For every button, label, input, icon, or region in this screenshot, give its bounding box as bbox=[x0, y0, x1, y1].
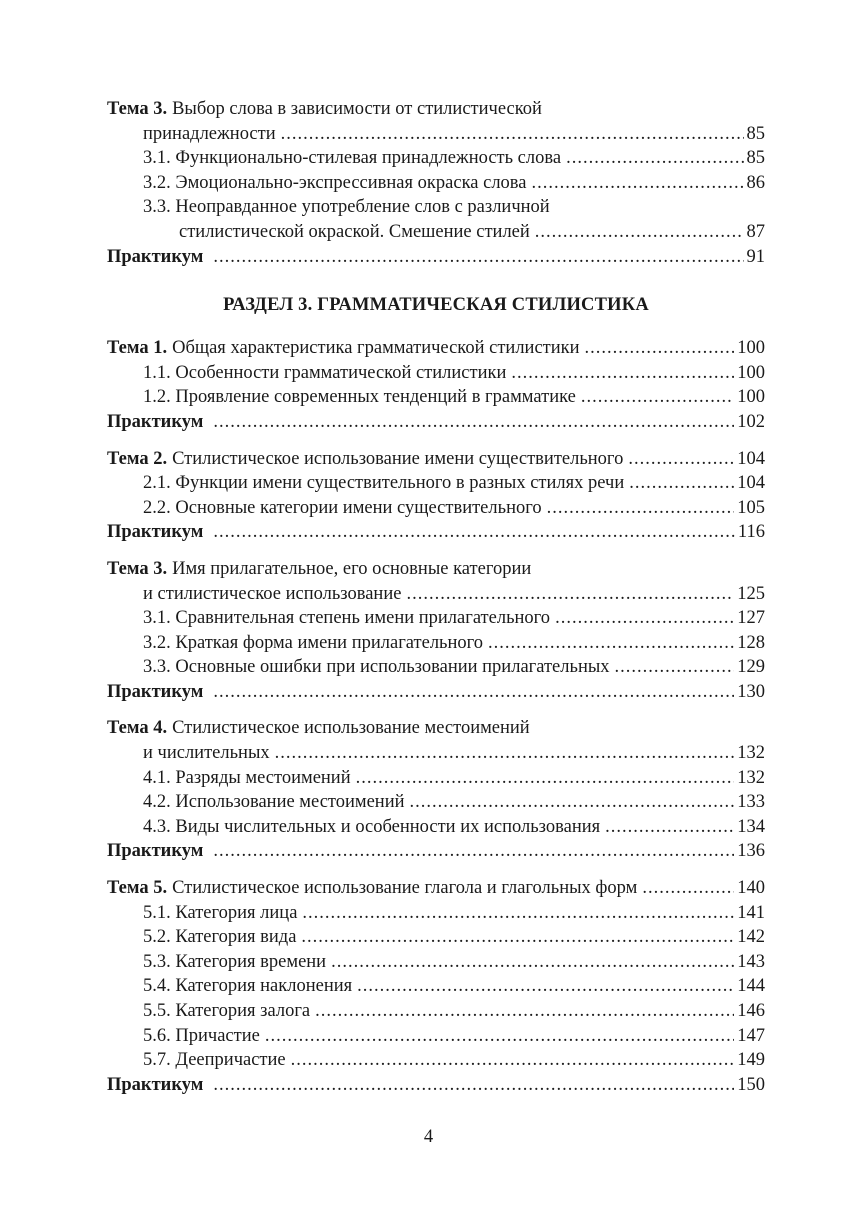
topic-title: Имя прилагательное, его основные категории bbox=[172, 558, 532, 579]
toc-entry-topic-continuation[interactable] bbox=[107, 582, 765, 607]
leader-dots bbox=[406, 582, 734, 607]
topic-title: Стилистическое использование имени существительного bbox=[172, 448, 624, 469]
subtopic-number: 5.3. bbox=[143, 951, 171, 972]
toc-entry-subtopic[interactable] bbox=[107, 655, 765, 680]
toc-entry-topic[interactable] bbox=[107, 876, 765, 901]
page-number: 86 bbox=[746, 172, 765, 193]
toc-entry-subtopic[interactable] bbox=[107, 950, 765, 975]
page-number: 100 bbox=[737, 387, 765, 408]
toc-entry-topic-continuation[interactable] bbox=[107, 741, 765, 766]
leader-dots bbox=[585, 336, 735, 361]
topic-label: Тема 3. bbox=[107, 99, 168, 119]
spacer bbox=[107, 704, 765, 716]
page-number: 116 bbox=[737, 522, 765, 543]
subtopic-number: 5.4. bbox=[143, 976, 171, 997]
leader-dots bbox=[410, 790, 735, 815]
subtopic-number: 5.2. bbox=[143, 927, 171, 948]
page-number: 104 bbox=[737, 473, 765, 494]
subtopic-title: Эмоционально-экспрессивная окраска слова bbox=[175, 172, 527, 193]
leader-dots bbox=[213, 680, 734, 705]
page-number: 144 bbox=[737, 976, 765, 997]
subtopic-number: 3.3. bbox=[143, 197, 171, 218]
subtopic-number: 1.1. bbox=[143, 362, 171, 383]
topic-title: Стилистическое использование глагола и глагольных форм bbox=[172, 878, 638, 899]
toc-entry-subtopic[interactable] bbox=[107, 1048, 765, 1073]
leader-dots bbox=[356, 766, 735, 791]
subtopic-number: 5.1. bbox=[143, 902, 171, 923]
leader-dots bbox=[281, 122, 744, 147]
page-number: 132 bbox=[737, 743, 765, 764]
subtopic-title: Виды числительных и особенности их использования bbox=[175, 816, 601, 837]
subtopic-number: 2.1. bbox=[143, 473, 171, 494]
page-number: 85 bbox=[746, 148, 765, 169]
toc-entry-practicum[interactable] bbox=[107, 520, 765, 545]
leader-dots bbox=[275, 741, 735, 766]
toc-entry-subtopic[interactable] bbox=[107, 361, 765, 386]
subtopic-number: 3.2. bbox=[143, 172, 171, 193]
subtopic-title: Функционально-стилевая принадлежность слова bbox=[175, 148, 562, 169]
page-number: 100 bbox=[737, 338, 765, 359]
leader-dots bbox=[581, 385, 734, 410]
page-number: 140 bbox=[737, 878, 765, 899]
leader-dots bbox=[213, 839, 734, 864]
leader-dots bbox=[642, 876, 734, 901]
leader-dots bbox=[605, 815, 734, 840]
toc-entry-subtopic-continuation[interactable] bbox=[107, 220, 765, 245]
leader-dots bbox=[315, 999, 734, 1024]
subtopic-title: Краткая форма имени прилагательного bbox=[175, 632, 484, 653]
page-number: 127 bbox=[737, 608, 765, 629]
subtopic-title: Причастие bbox=[175, 1025, 260, 1046]
toc-entry-topic[interactable] bbox=[107, 97, 765, 122]
topic-label: Тема 3. bbox=[107, 558, 168, 579]
subtopic-title: Особенности грамматической стилистики bbox=[175, 362, 507, 383]
subtopic-title: Категория вида bbox=[175, 927, 297, 948]
toc-entry-subtopic[interactable] bbox=[107, 385, 765, 410]
page-number: 125 bbox=[737, 583, 765, 604]
leader-dots bbox=[555, 606, 734, 631]
page-number: 136 bbox=[737, 841, 765, 862]
subtopic-number: 5.6. bbox=[143, 1025, 171, 1046]
leader-dots bbox=[331, 950, 734, 975]
practicum-label: Практикум bbox=[107, 1074, 204, 1095]
toc-entry-practicum[interactable] bbox=[107, 839, 765, 864]
toc-entry-subtopic[interactable] bbox=[107, 790, 765, 815]
toc-entry-subtopic[interactable] bbox=[107, 606, 765, 631]
subtopic-number: 4.3. bbox=[143, 816, 171, 837]
toc-entry-topic[interactable] bbox=[107, 557, 765, 582]
subtopic-title: Сравнительная степень имени прилагательного bbox=[175, 608, 551, 629]
topic-label: Тема 5. bbox=[107, 878, 168, 899]
subtopic-number: 3.1. bbox=[143, 608, 171, 629]
toc-entry-practicum[interactable] bbox=[107, 680, 765, 705]
topic-label: Тема 2. bbox=[107, 448, 168, 469]
page-number: 150 bbox=[737, 1074, 765, 1095]
leader-dots bbox=[488, 631, 734, 656]
page-number: 102 bbox=[737, 411, 765, 432]
page-number: 104 bbox=[737, 448, 765, 469]
topic-label: Тема 4. bbox=[107, 718, 168, 739]
subtopic-number: 2.2. bbox=[143, 497, 171, 518]
subtopic-number: 3.2. bbox=[143, 632, 171, 653]
subtopic-title-continuation: стилистической окраской. Смешение стилей bbox=[179, 221, 530, 242]
topic-title-continuation: и числительных bbox=[143, 743, 270, 764]
leader-dots bbox=[511, 361, 734, 386]
subtopic-title: Неоправданное употребление слов с различной bbox=[175, 197, 550, 218]
practicum-label: Практикум bbox=[107, 522, 204, 543]
spacer bbox=[107, 435, 765, 447]
page-number: 141 bbox=[737, 902, 765, 923]
page-number: 132 bbox=[737, 767, 765, 788]
page-folio-number: 4 bbox=[423, 1127, 434, 1147]
practicum-label: Практикум bbox=[107, 411, 204, 432]
page-number: 147 bbox=[737, 1025, 765, 1046]
subtopic-title: Категория лица bbox=[175, 902, 298, 923]
subtopic-title: Категория наклонения bbox=[175, 976, 353, 997]
page-number: 133 bbox=[737, 792, 765, 813]
leader-dots bbox=[213, 520, 735, 545]
page-number: 105 bbox=[737, 497, 765, 518]
toc-entry-topic[interactable] bbox=[107, 447, 765, 472]
subtopic-number: 5.5. bbox=[143, 1001, 171, 1021]
leader-dots bbox=[301, 925, 734, 950]
page-number: 87 bbox=[746, 221, 765, 242]
toc-entry-subtopic[interactable] bbox=[107, 631, 765, 656]
page-number: 146 bbox=[737, 1001, 765, 1021]
leader-dots bbox=[535, 220, 744, 245]
leader-dots bbox=[265, 1024, 734, 1049]
table-of-contents bbox=[107, 97, 765, 1097]
subtopic-number: 1.2. bbox=[143, 387, 171, 408]
subtopic-number: 3.1. bbox=[143, 148, 171, 169]
practicum-label: Практикум bbox=[107, 246, 204, 267]
toc-entry-practicum[interactable] bbox=[107, 245, 765, 270]
subtopic-title: Проявление современных тенденций в грамматике bbox=[175, 387, 576, 408]
toc-entry-subtopic[interactable] bbox=[107, 1024, 765, 1049]
leader-dots bbox=[213, 1073, 734, 1098]
subtopic-number: 4.1. bbox=[143, 767, 171, 788]
topic-title: Общая характеристика грамматической стилистики bbox=[172, 338, 580, 359]
subtopic-title: Основные ошибки при использовании прилагательных bbox=[175, 657, 610, 678]
toc-entry-subtopic[interactable] bbox=[107, 815, 765, 840]
practicum-label: Практикум bbox=[107, 841, 204, 862]
leader-dots bbox=[628, 447, 734, 472]
page-number: 142 bbox=[737, 927, 765, 948]
page-number: 143 bbox=[737, 951, 765, 972]
practicum-label: Практикум bbox=[107, 681, 204, 702]
leader-dots bbox=[291, 1048, 735, 1073]
topic-label: Тема 1. bbox=[107, 338, 168, 359]
toc-entry-topic-continuation[interactable] bbox=[107, 122, 765, 147]
leader-dots bbox=[213, 410, 734, 435]
page-number: 129 bbox=[737, 657, 765, 678]
toc-entry-subtopic[interactable] bbox=[107, 496, 765, 521]
subtopic-number: 4.2. bbox=[143, 792, 171, 813]
leader-dots bbox=[532, 171, 744, 196]
leader-dots bbox=[547, 496, 735, 521]
leader-dots bbox=[566, 146, 743, 171]
page-number: 130 bbox=[737, 681, 765, 702]
spacer bbox=[107, 864, 765, 876]
toc-entry-practicum[interactable] bbox=[107, 1073, 765, 1098]
subtopic-title: Функции имени существительного в разных стилях речи bbox=[175, 473, 625, 494]
topic-title: Стилистическое использование местоимений bbox=[172, 718, 530, 739]
subtopic-title: Использование местоимений bbox=[175, 792, 405, 813]
subtopic-title: Категория времени bbox=[175, 951, 327, 972]
toc-entry-topic[interactable] bbox=[107, 716, 765, 741]
page-number: 85 bbox=[746, 123, 765, 144]
leader-dots bbox=[357, 974, 734, 999]
topic-title-continuation: принадлежности bbox=[143, 123, 276, 144]
leader-dots bbox=[615, 655, 735, 680]
subtopic-number: 5.7. bbox=[143, 1050, 171, 1071]
topic-title: Выбор слова в зависимости от стилистической bbox=[172, 99, 542, 119]
toc-entry-subtopic[interactable] bbox=[107, 925, 765, 950]
page-number: 100 bbox=[737, 362, 765, 383]
page-number: 134 bbox=[737, 816, 765, 837]
leader-dots bbox=[213, 245, 743, 270]
page-number: 149 bbox=[737, 1050, 765, 1071]
toc-entry-subtopic[interactable] bbox=[107, 999, 765, 1024]
toc-entry-subtopic[interactable] bbox=[107, 974, 765, 999]
subtopic-title: Деепричастие bbox=[175, 1050, 286, 1071]
subtopic-title: Основные категории имени существительного bbox=[175, 497, 542, 518]
subtopic-title: Категория залога bbox=[175, 1001, 311, 1021]
spacer bbox=[107, 545, 765, 557]
leader-dots bbox=[629, 471, 734, 496]
toc-entry-subtopic[interactable] bbox=[107, 195, 765, 220]
leader-dots bbox=[302, 901, 734, 926]
page-number: 128 bbox=[737, 632, 765, 653]
toc-entry-subtopic[interactable] bbox=[107, 146, 765, 171]
section-title: РАЗДЕЛ 3. ГРАММАТИЧЕСКАЯ СТИЛИСТИКА bbox=[223, 295, 649, 316]
toc-entry-subtopic[interactable] bbox=[107, 471, 765, 496]
toc-entry-subtopic[interactable] bbox=[107, 901, 765, 926]
topic-title-continuation: и стилистическое использование bbox=[143, 583, 402, 604]
toc-entry-topic[interactable] bbox=[107, 336, 765, 361]
toc-entry-practicum[interactable] bbox=[107, 410, 765, 435]
subtopic-number: 3.3. bbox=[143, 657, 171, 678]
toc-entry-subtopic[interactable] bbox=[107, 766, 765, 791]
subtopic-title: Разряды местоимений bbox=[175, 767, 351, 788]
toc-entry-subtopic[interactable] bbox=[107, 171, 765, 196]
page-number: 91 bbox=[746, 246, 765, 267]
